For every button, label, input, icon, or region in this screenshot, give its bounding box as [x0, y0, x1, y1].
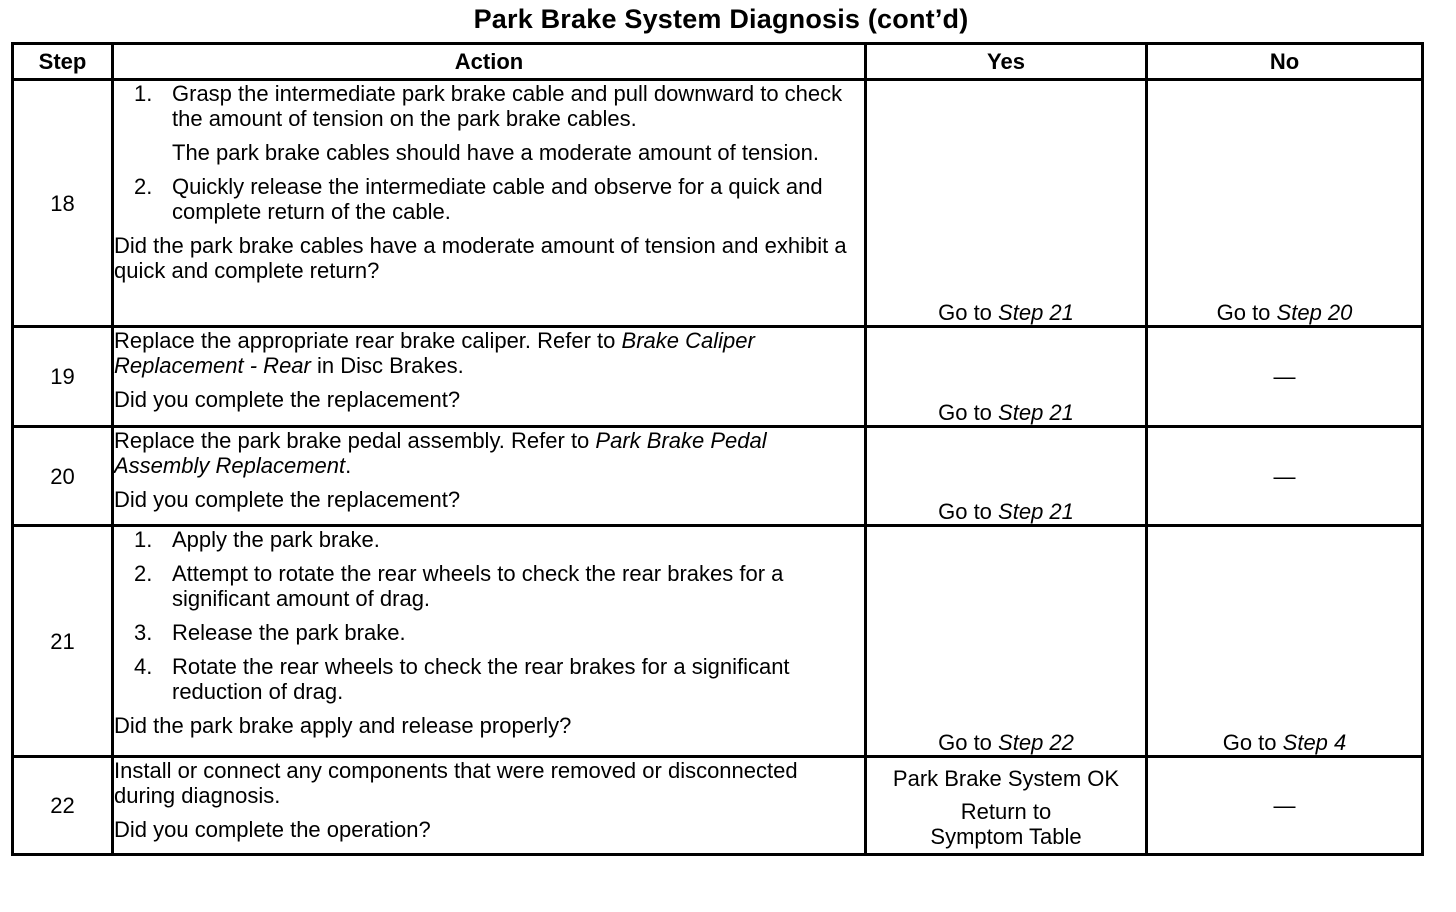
yes-cell: [866, 757, 1147, 855]
action-item: [114, 620, 864, 645]
item-number: 4.: [134, 654, 153, 679]
yes-prefix: Go to: [938, 400, 992, 425]
table-row: [13, 427, 1423, 526]
action-ref: Park Brake Pedal Assembly Replacement: [114, 428, 767, 478]
diagnosis-table: [11, 42, 1424, 856]
item-text: Quickly release the intermediate cable and observe for a quick and complete return of the cable.: [172, 174, 823, 224]
action-item: [114, 81, 864, 131]
step-number: 18: [13, 80, 113, 327]
item-number: 2.: [134, 561, 153, 586]
yes-prefix: Go to: [938, 300, 992, 325]
no-prefix: Go to: [1216, 300, 1271, 325]
action-cell: [113, 327, 866, 427]
action-item: [114, 527, 864, 552]
action-lead: Replace the park brake pedal assembly. Refer to: [114, 428, 590, 453]
action-cell: [113, 757, 866, 855]
no-cell: [1147, 526, 1423, 757]
item-text: Release the park brake.: [172, 620, 406, 645]
yes-prefix: Go to: [938, 730, 992, 755]
header-step: Step: [13, 44, 113, 80]
table-header-row: [13, 44, 1423, 80]
step-number: 20: [13, 427, 113, 526]
no-cell: [1147, 80, 1423, 327]
yes-step-ref: Step 21: [998, 400, 1074, 425]
action-item: [114, 654, 864, 704]
yes-step-ref: Step 22: [998, 730, 1074, 755]
header-no: No: [1147, 44, 1423, 80]
yes-cell: [866, 80, 1147, 327]
action-question: Did the park brake cables have a moderate amount of tension and exhibit a quick and complete return?: [114, 233, 847, 283]
no-cell: —: [1147, 327, 1423, 427]
yes-step-ref: Step 21: [998, 499, 1074, 524]
table-row: [13, 80, 1423, 327]
table-row: [13, 327, 1423, 427]
no-step-ref: Step 4: [1282, 730, 1347, 755]
table-row: [13, 757, 1423, 855]
action-question: Did you complete the replacement?: [114, 387, 461, 412]
table-row: [13, 526, 1423, 757]
yes-cell: [866, 327, 1147, 427]
action-suffix: .: [345, 453, 352, 478]
page-title: Park Brake System Diagnosis (cont’d): [473, 4, 969, 34]
header-yes: Yes: [866, 44, 1147, 80]
item-text: Attempt to rotate the rear wheels to check the rear brakes for a significant amount of drag.: [172, 561, 784, 611]
action-text: Install or connect any components that were removed or disconnected during diagnosis.: [114, 758, 798, 808]
action-item: [114, 561, 864, 611]
yes-cell: [866, 427, 1147, 526]
item-number: 1.: [134, 527, 153, 552]
no-step-ref: Step 20: [1276, 300, 1353, 325]
action-text: [114, 328, 864, 378]
action-cell: [113, 80, 866, 327]
yes-step-ref: Step 21: [998, 300, 1074, 325]
action-question: Did the park brake apply and release properly?: [114, 713, 572, 738]
no-prefix: Go to: [1222, 730, 1277, 755]
no-cell: —: [1147, 427, 1423, 526]
step-number: 21: [13, 526, 113, 757]
item-number: 1.: [134, 81, 153, 106]
yes-cell: [866, 526, 1147, 757]
yes-prefix: Go to: [938, 499, 992, 524]
action-suffix: in Disc Brakes.: [317, 353, 464, 378]
action-ref: Brake Caliper Replacement - Rear: [114, 328, 755, 378]
action-question: Did you complete the replacement?: [114, 487, 461, 512]
action-cell: [113, 526, 866, 757]
item-number: 2.: [134, 174, 153, 199]
item-number: 3.: [134, 620, 153, 645]
action-note: The park brake cables should have a moderate amount of tension.: [172, 140, 819, 165]
yes-return: Return to Symptom Table: [930, 799, 1082, 849]
action-cell: [113, 427, 866, 526]
item-text: Rotate the rear wheels to check the rear brakes for a significant reduction of drag.: [172, 654, 790, 704]
action-text: [114, 428, 864, 478]
action-lead: Replace the appropriate rear brake caliper. Refer to: [114, 328, 616, 353]
no-cell: —: [1147, 757, 1423, 855]
action-item: [114, 174, 864, 224]
step-number: 22: [13, 757, 113, 855]
action-question: Did you complete the operation?: [114, 817, 431, 842]
step-number: 19: [13, 327, 113, 427]
item-text: Grasp the intermediate park brake cable and pull downward to check the amount of tension on the park brake cables.: [172, 81, 843, 131]
item-text: Apply the park brake.: [172, 527, 380, 552]
header-action: Action: [113, 44, 866, 80]
yes-result: Park Brake System OK: [892, 766, 1120, 791]
